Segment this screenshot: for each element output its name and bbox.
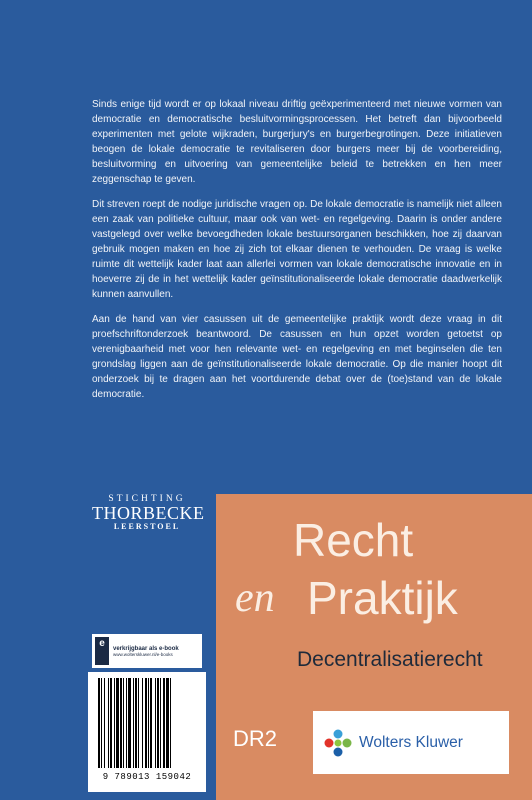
series-subtitle: Decentralisatierecht [297,648,483,671]
publisher-logo [313,711,509,774]
publisher-name: Wolters Kluwer [359,733,463,751]
ebook-badge [92,634,202,668]
series-title-praktijk: Praktijk [307,572,458,624]
ebook-label: verkrijgbaar als e-book [113,645,179,652]
thorbecke-logo [92,494,205,532]
series-title-recht: Recht [293,514,414,566]
barcode-bars [98,678,196,770]
blurb-paragraph-3: Aan de hand van vier casussen uit de gemeentelijke praktijk wordt deze vraag in dit proefschriftonderzoek beantwoord. De casussen en hun opzet worden getoetst op verenigbaarheid met voor hen relevante wet- en regelgeving en met beginselen die ten grondslag liggen aan de geïnstitutionaliseerde lokale democratie. Op die manier hoopt dit onderzoek bij te dragen aan het voortdurende debat over de (toe)stand van de lokale democratie. [92,314,502,400]
ebook-icon: e [95,637,109,665]
thorbecke-line-3: LEERSTOEL [113,522,181,531]
thorbecke-line-2: THORBECKE [92,503,205,523]
back-cover-blurb [92,97,502,412]
blurb-paragraph-2: Dit streven roept de nodige juridische vragen op. De lokale democratie is namelijk niet alleen een zaak van politieke cultuur, maar ook van wet- en regelgeving. Daarin is onder andere vastgelegd over welke bevoegdheden lokale bestuursorganen beschikken, hoe zij daarvan gebruik mogen maken en hoe zij zich tot elkaar dienen te verhouden. De vraag is welke ruimte dit wettelijk kader laat aan allerlei vormen van lokale democratische innovatie en in hoeverre zij de in het wettelijk kader geïnstitutionaliseerde lokale democratie daadwerkelijk kunnen aanvullen. [92,199,502,300]
blurb-paragraph-1: Sinds enige tijd wordt er op lokaal niveau driftig geëxperimenteerd met nieuwe vormen van democratie en democratische besluitvormingsprocessen. Het betreft dan bijvoorbeeld experimenten met gelote wijkraden, burgerjury's en burgerbegrotingen. Deze initiatieven beogen de lokale democratie te revitaliseren door burgers meer bij de voorbereiding, besluitvorming en uitvoering van gemeentelijke beleid te betrekken en hen meer zeggenschap te geven. [92,99,502,185]
ebook-url: www.wolterskluwer.nl/e-books [113,651,173,657]
series-title-en: en [235,575,275,621]
series-code: DR2 [233,726,278,751]
barcode-isbn: 9 789013 159042 [102,772,192,782]
wolters-kluwer-icon [323,728,353,758]
barcode [88,672,206,792]
thorbecke-line-1: STICHTING [108,494,186,504]
